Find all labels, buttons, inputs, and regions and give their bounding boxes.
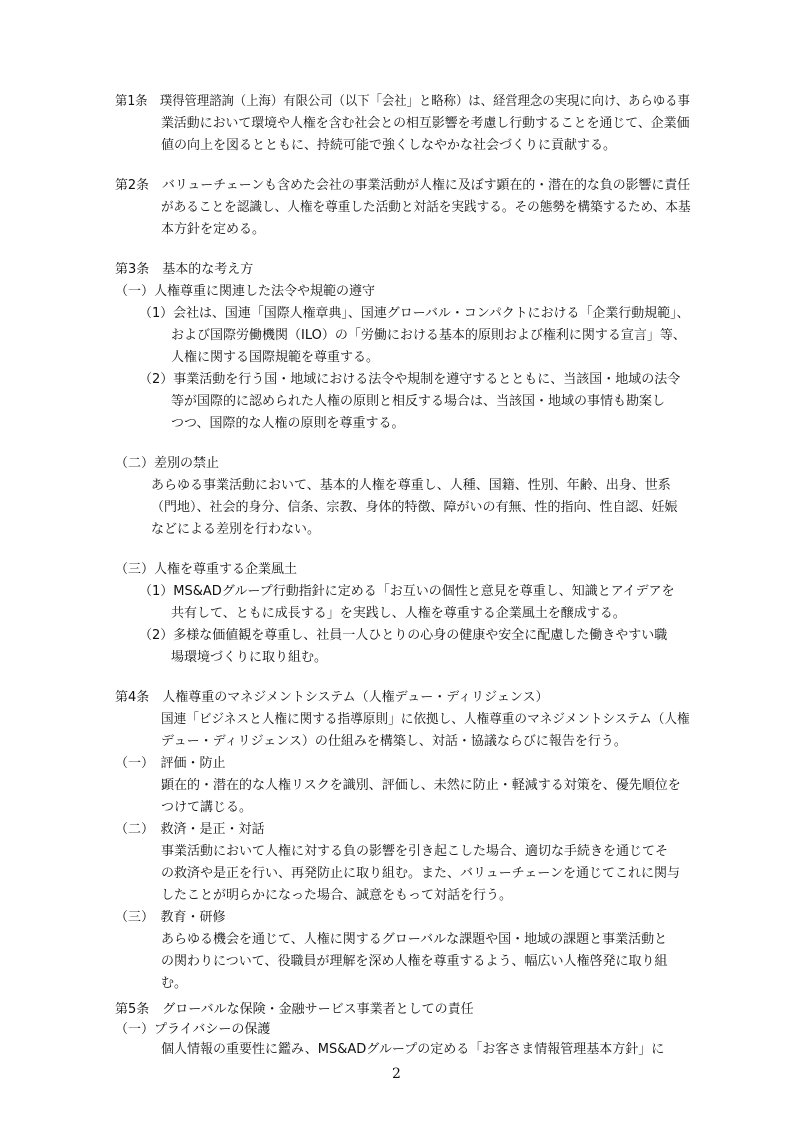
section-3-2-heading: （二）差別の禁止 <box>115 456 220 471</box>
article-1-line-3: 値の向上を図るとともに、持続可能で強くしなやかな社会づくりに貢献する。 <box>161 138 617 153</box>
item-3-1-1-line-3: 人権に関する国際規範を尊重する。 <box>171 350 380 365</box>
section-4-2-line-1: 事業活動において人権に対する負の影響を引き起こした場合、適切な手続きを通じてそ <box>161 844 669 859</box>
article-2-line-3: 本方針を定める。 <box>161 222 266 237</box>
article-1-line-1: 第1条 璞得管理諮詢（上海）有限公司（以下「会社」と略称）は、経営理念の実現に向け、あらゆる事 <box>115 94 690 109</box>
section-4-3-line-1: あらゆる機会を通じて、人権に関するグローバルな課題や国・地域の課題と事業活動と <box>161 932 668 947</box>
section-4-1-line-1: 顕在的・潜在的な人権リスクを識別、評価し、未然に防止・軽減する対策を、優先順位を <box>161 778 681 793</box>
item-3-1-1-line-2: および国際労働機関（ILO）の「労働における基本的原則および権利に関する宣言」等、 <box>171 328 686 343</box>
item-3-3-2-line-1: （2）多様な価値観を尊重し、社員一人ひとりの心身の健康や安全に配慮した働きやすい職 <box>139 628 668 643</box>
section-3-2-line-2: （門地）、社会的身分、信条、宗教、身体的特徴、障がいの有無、性的指向、性自認、妊娠 <box>151 500 678 515</box>
section-3-3-heading: （三）人権を尊重する企業風土 <box>115 562 298 577</box>
article-2-line-2: があることを認識し、人権を尊重した活動と対話を実践する。その態勢を構築するため、本基 <box>161 200 691 215</box>
section-5-1-heading: （一）プライバシーの保護 <box>115 1022 271 1037</box>
article-3-heading: 第3条 基本的な考え方 <box>115 262 254 277</box>
item-3-3-1-line-2: 共有して、ともに成長する」を実践し、人権を尊重する企業風土を醸成する。 <box>171 606 626 621</box>
item-3-1-1-line-1: （1）会社は、国連「国際人権章典」、国連グローバル・コンパクトにおける「企業行動規範」、 <box>139 306 690 321</box>
article-4-line-2: デュー・ディリジェンス）の仕組みを構築し、対話・協議ならびに報告を行う。 <box>161 734 627 749</box>
page-number: 2 <box>392 1066 401 1082</box>
article-2-line-1: 第2条 バリューチェーンも含めた会社の事業活動が人権に及ぼす顕在的・潜在的な負の影響に責任 <box>115 178 691 193</box>
item-3-1-2-line-1: （2）事業活動を行う国・地域における法令や規制を遵守するとともに、当該国・地域の法令 <box>139 372 681 387</box>
section-4-3-line-3: む。 <box>161 976 188 991</box>
item-3-3-1-line-1: （1）MS&ADグループ行動指針に定める「お互いの個性と意見を尊重し、知識とアイデアを <box>139 584 675 599</box>
section-4-2-line-2: の救済や是正を行い、再発防止に取り組む。また、バリューチェーンを通じてこれに関与 <box>161 866 680 881</box>
section-3-2-line-3: などによる差別を行わない。 <box>151 522 321 537</box>
item-3-1-2-line-3: つつ、国際的な人権の原則を尊重する。 <box>171 416 405 431</box>
section-4-3-line-2: の関わりについて、役職員が理解を深め人権を尊重するよう、幅広い人権啓発に取り組 <box>161 954 668 969</box>
article-1-line-2: 業活動において環境や人権を含む社会との相互影響を考慮し行動することを通じて、企業価 <box>161 116 690 131</box>
section-4-3-heading: （三） 教育・研修 <box>115 910 226 925</box>
article-4-heading: 第4条 人権尊重のマネジメントシステム（人権デュー・ディリジェンス） <box>115 690 549 705</box>
section-4-2-line-3: したことが明らかになった場合、誠意をもって対話を行う。 <box>161 888 513 903</box>
article-5-heading: 第5条 グローバルな保険・金融サービス事業者としての責任 <box>115 1002 474 1017</box>
item-3-1-2-line-2: 等が国際的に認められた人権の原則と相反する場合は、当該国・地域の事情も勘案し <box>171 394 666 409</box>
section-3-2-line-1: あらゆる事業活動において、基本的人権を尊重し、人種、国籍、性別、年齢、出身、世系 <box>151 478 671 493</box>
article-4-line-1: 国連「ビジネスと人権に関する指導原則」に依拠し、人権尊重のマネジメントシステム（人権 <box>161 712 690 727</box>
section-4-2-heading: （二） 救済・是正・対話 <box>115 822 265 837</box>
section-4-1-line-2: つけて講じる。 <box>161 800 253 815</box>
section-3-1-heading: （一）人権尊重に関連した法令や規範の遵守 <box>115 284 376 299</box>
item-3-3-2-line-2: 場環境づくりに取り組む。 <box>171 650 328 665</box>
section-5-1-line-1: 個人情報の重要性に鑑み、MS&ADグループの定める「お客さま情報管理基本方針」に <box>161 1042 665 1057</box>
section-4-1-heading: （一） 評価・防止 <box>115 756 226 771</box>
